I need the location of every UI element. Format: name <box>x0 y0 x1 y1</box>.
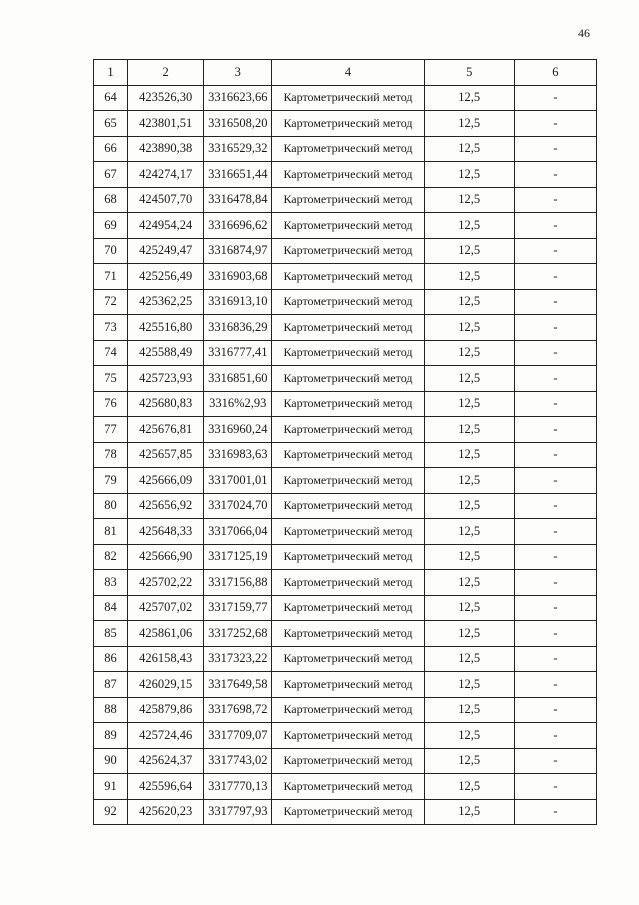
x-coordinate-cell: 425516,80 <box>128 315 204 341</box>
point-number-cell: 85 <box>94 621 128 647</box>
x-coordinate-cell: 425596,64 <box>128 774 204 800</box>
accuracy-cell: 12,5 <box>424 391 514 417</box>
point-number-cell: 82 <box>94 544 128 570</box>
y-coordinate-cell: 3316508,20 <box>204 111 272 137</box>
accuracy-cell: 12,5 <box>424 136 514 162</box>
table-row <box>94 187 597 213</box>
x-coordinate-cell: 425676,81 <box>128 417 204 443</box>
method-cell: Картометрический метод <box>272 697 424 723</box>
table-row <box>94 519 597 545</box>
accuracy-cell: 12,5 <box>424 697 514 723</box>
y-coordinate-cell: 3316%2,93 <box>204 391 272 417</box>
description-cell: - <box>514 85 596 111</box>
table-row <box>94 697 597 723</box>
table-row <box>94 111 597 137</box>
description-cell: - <box>514 442 596 468</box>
point-number-cell: 83 <box>94 570 128 596</box>
column-header: 6 <box>514 60 596 86</box>
method-cell: Картометрический метод <box>272 264 424 290</box>
x-coordinate-cell: 425666,90 <box>128 544 204 570</box>
description-cell: - <box>514 187 596 213</box>
method-cell: Картометрический метод <box>272 748 424 774</box>
accuracy-cell: 12,5 <box>424 646 514 672</box>
accuracy-cell: 12,5 <box>424 748 514 774</box>
point-number-cell: 68 <box>94 187 128 213</box>
column-header: 3 <box>204 60 272 86</box>
y-coordinate-cell: 3316529,32 <box>204 136 272 162</box>
point-number-cell: 73 <box>94 315 128 341</box>
method-cell: Картометрический метод <box>272 213 424 239</box>
y-coordinate-cell: 3316960,24 <box>204 417 272 443</box>
method-cell: Картометрический метод <box>272 723 424 749</box>
method-cell: Картометрический метод <box>272 136 424 162</box>
point-number-cell: 81 <box>94 519 128 545</box>
x-coordinate-cell: 425648,33 <box>128 519 204 545</box>
description-cell: - <box>514 111 596 137</box>
table-row <box>94 366 597 392</box>
y-coordinate-cell: 3316874,97 <box>204 238 272 264</box>
point-number-cell: 90 <box>94 748 128 774</box>
accuracy-cell: 12,5 <box>424 570 514 596</box>
description-cell: - <box>514 519 596 545</box>
x-coordinate-cell: 425702,22 <box>128 570 204 596</box>
point-number-cell: 72 <box>94 289 128 315</box>
y-coordinate-cell: 3316623,66 <box>204 85 272 111</box>
x-coordinate-cell: 425624,37 <box>128 748 204 774</box>
point-number-cell: 66 <box>94 136 128 162</box>
table-row <box>94 162 597 188</box>
description-cell: - <box>514 748 596 774</box>
y-coordinate-cell: 3316777,41 <box>204 340 272 366</box>
point-number-cell: 89 <box>94 723 128 749</box>
table-row <box>94 136 597 162</box>
table-row <box>94 417 597 443</box>
point-number-cell: 76 <box>94 391 128 417</box>
method-cell: Картометрический метод <box>272 340 424 366</box>
table-row <box>94 544 597 570</box>
accuracy-cell: 12,5 <box>424 264 514 290</box>
method-cell: Картометрический метод <box>272 391 424 417</box>
table-row <box>94 774 597 800</box>
description-cell: - <box>514 646 596 672</box>
accuracy-cell: 12,5 <box>424 213 514 239</box>
method-cell: Картометрический метод <box>272 672 424 698</box>
description-cell: - <box>514 774 596 800</box>
table-row <box>94 289 597 315</box>
description-cell: - <box>514 238 596 264</box>
table-row <box>94 748 597 774</box>
method-cell: Картометрический метод <box>272 774 424 800</box>
method-cell: Картометрический метод <box>272 493 424 519</box>
method-cell: Картометрический метод <box>272 111 424 137</box>
description-cell: - <box>514 340 596 366</box>
y-coordinate-cell: 3317649,58 <box>204 672 272 698</box>
method-cell: Картометрический метод <box>272 519 424 545</box>
table-row <box>94 723 597 749</box>
table-row <box>94 621 597 647</box>
y-coordinate-cell: 3316651,44 <box>204 162 272 188</box>
accuracy-cell: 12,5 <box>424 468 514 494</box>
method-cell: Картометрический метод <box>272 187 424 213</box>
method-cell: Картометрический метод <box>272 315 424 341</box>
y-coordinate-cell: 3316913,10 <box>204 289 272 315</box>
x-coordinate-cell: 423890,38 <box>128 136 204 162</box>
method-cell: Картометрический метод <box>272 570 424 596</box>
description-cell: - <box>514 264 596 290</box>
accuracy-cell: 12,5 <box>424 774 514 800</box>
table-header-row <box>94 60 597 86</box>
x-coordinate-cell: 425861,06 <box>128 621 204 647</box>
point-number-cell: 88 <box>94 697 128 723</box>
y-coordinate-cell: 3317024,70 <box>204 493 272 519</box>
description-cell: - <box>514 213 596 239</box>
x-coordinate-cell: 425879,86 <box>128 697 204 723</box>
point-number-cell: 91 <box>94 774 128 800</box>
accuracy-cell: 12,5 <box>424 799 514 825</box>
accuracy-cell: 12,5 <box>424 85 514 111</box>
point-number-cell: 77 <box>94 417 128 443</box>
point-number-cell: 67 <box>94 162 128 188</box>
accuracy-cell: 12,5 <box>424 315 514 341</box>
point-number-cell: 75 <box>94 366 128 392</box>
method-cell: Картометрический метод <box>272 621 424 647</box>
y-coordinate-cell: 3317125,19 <box>204 544 272 570</box>
description-cell: - <box>514 544 596 570</box>
description-cell: - <box>514 697 596 723</box>
accuracy-cell: 12,5 <box>424 187 514 213</box>
description-cell: - <box>514 162 596 188</box>
point-number-cell: 92 <box>94 799 128 825</box>
table-row <box>94 442 597 468</box>
x-coordinate-cell: 425249,47 <box>128 238 204 264</box>
accuracy-cell: 12,5 <box>424 493 514 519</box>
table-row <box>94 238 597 264</box>
method-cell: Картометрический метод <box>272 417 424 443</box>
method-cell: Картометрический метод <box>272 799 424 825</box>
y-coordinate-cell: 3317156,88 <box>204 570 272 596</box>
description-cell: - <box>514 391 596 417</box>
accuracy-cell: 12,5 <box>424 162 514 188</box>
method-cell: Картометрический метод <box>272 442 424 468</box>
x-coordinate-cell: 424274,17 <box>128 162 204 188</box>
description-cell: - <box>514 315 596 341</box>
x-coordinate-cell: 426158,43 <box>128 646 204 672</box>
method-cell: Картометрический метод <box>272 366 424 392</box>
x-coordinate-cell: 425666,09 <box>128 468 204 494</box>
accuracy-cell: 12,5 <box>424 366 514 392</box>
description-cell: - <box>514 366 596 392</box>
x-coordinate-cell: 426029,15 <box>128 672 204 698</box>
x-coordinate-cell: 425620,23 <box>128 799 204 825</box>
description-cell: - <box>514 723 596 749</box>
description-cell: - <box>514 570 596 596</box>
point-number-cell: 64 <box>94 85 128 111</box>
x-coordinate-cell: 423526,30 <box>128 85 204 111</box>
accuracy-cell: 12,5 <box>424 238 514 264</box>
accuracy-cell: 12,5 <box>424 621 514 647</box>
description-cell: - <box>514 621 596 647</box>
x-coordinate-cell: 425657,85 <box>128 442 204 468</box>
column-header: 4 <box>272 60 424 86</box>
description-cell: - <box>514 672 596 698</box>
method-cell: Картометрический метод <box>272 544 424 570</box>
table-row <box>94 315 597 341</box>
point-number-cell: 65 <box>94 111 128 137</box>
point-number-cell: 71 <box>94 264 128 290</box>
y-coordinate-cell: 3317743,02 <box>204 748 272 774</box>
description-cell: - <box>514 468 596 494</box>
table-row <box>94 340 597 366</box>
x-coordinate-cell: 425724,46 <box>128 723 204 749</box>
method-cell: Картометрический метод <box>272 289 424 315</box>
description-cell: - <box>514 595 596 621</box>
accuracy-cell: 12,5 <box>424 544 514 570</box>
point-number-cell: 84 <box>94 595 128 621</box>
y-coordinate-cell: 3317252,68 <box>204 621 272 647</box>
method-cell: Картометрический метод <box>272 162 424 188</box>
x-coordinate-cell: 423801,51 <box>128 111 204 137</box>
accuracy-cell: 12,5 <box>424 111 514 137</box>
x-coordinate-cell: 425723,93 <box>128 366 204 392</box>
table-row <box>94 493 597 519</box>
y-coordinate-cell: 3316903,68 <box>204 264 272 290</box>
x-coordinate-cell: 425362,25 <box>128 289 204 315</box>
y-coordinate-cell: 3317066,04 <box>204 519 272 545</box>
coordinate-table <box>93 59 597 825</box>
y-coordinate-cell: 3317323,22 <box>204 646 272 672</box>
point-number-cell: 78 <box>94 442 128 468</box>
table-row <box>94 672 597 698</box>
accuracy-cell: 12,5 <box>424 672 514 698</box>
x-coordinate-cell: 425588,49 <box>128 340 204 366</box>
x-coordinate-cell: 425656,92 <box>128 493 204 519</box>
x-coordinate-cell: 425680,83 <box>128 391 204 417</box>
point-number-cell: 86 <box>94 646 128 672</box>
description-cell: - <box>514 289 596 315</box>
table-row <box>94 799 597 825</box>
y-coordinate-cell: 3317159,77 <box>204 595 272 621</box>
table-row <box>94 570 597 596</box>
method-cell: Картометрический метод <box>272 468 424 494</box>
y-coordinate-cell: 3316696,62 <box>204 213 272 239</box>
page-number: 46 <box>578 26 590 40</box>
column-header: 2 <box>128 60 204 86</box>
y-coordinate-cell: 3316836,29 <box>204 315 272 341</box>
table-row <box>94 595 597 621</box>
point-number-cell: 87 <box>94 672 128 698</box>
accuracy-cell: 12,5 <box>424 442 514 468</box>
accuracy-cell: 12,5 <box>424 595 514 621</box>
description-cell: - <box>514 493 596 519</box>
point-number-cell: 69 <box>94 213 128 239</box>
y-coordinate-cell: 3316851,60 <box>204 366 272 392</box>
x-coordinate-cell: 425707,02 <box>128 595 204 621</box>
y-coordinate-cell: 3317709,07 <box>204 723 272 749</box>
accuracy-cell: 12,5 <box>424 723 514 749</box>
accuracy-cell: 12,5 <box>424 289 514 315</box>
description-cell: - <box>514 417 596 443</box>
y-coordinate-cell: 3316478,84 <box>204 187 272 213</box>
x-coordinate-cell: 425256,49 <box>128 264 204 290</box>
accuracy-cell: 12,5 <box>424 519 514 545</box>
method-cell: Картометрический метод <box>272 595 424 621</box>
column-header: 5 <box>424 60 514 86</box>
y-coordinate-cell: 3317797,93 <box>204 799 272 825</box>
method-cell: Картометрический метод <box>272 646 424 672</box>
accuracy-cell: 12,5 <box>424 417 514 443</box>
table-row <box>94 213 597 239</box>
point-number-cell: 74 <box>94 340 128 366</box>
method-cell: Картометрический метод <box>272 85 424 111</box>
point-number-cell: 80 <box>94 493 128 519</box>
table-row <box>94 85 597 111</box>
table-body <box>94 85 597 825</box>
y-coordinate-cell: 3317770,13 <box>204 774 272 800</box>
point-number-cell: 79 <box>94 468 128 494</box>
x-coordinate-cell: 424954,24 <box>128 213 204 239</box>
y-coordinate-cell: 3316983,63 <box>204 442 272 468</box>
y-coordinate-cell: 3317001,01 <box>204 468 272 494</box>
table-row <box>94 468 597 494</box>
column-header: 1 <box>94 60 128 86</box>
method-cell: Картометрический метод <box>272 238 424 264</box>
x-coordinate-cell: 424507,70 <box>128 187 204 213</box>
description-cell: - <box>514 799 596 825</box>
table-row <box>94 264 597 290</box>
y-coordinate-cell: 3317698,72 <box>204 697 272 723</box>
table-row <box>94 646 597 672</box>
accuracy-cell: 12,5 <box>424 340 514 366</box>
description-cell: - <box>514 136 596 162</box>
table-row <box>94 391 597 417</box>
point-number-cell: 70 <box>94 238 128 264</box>
